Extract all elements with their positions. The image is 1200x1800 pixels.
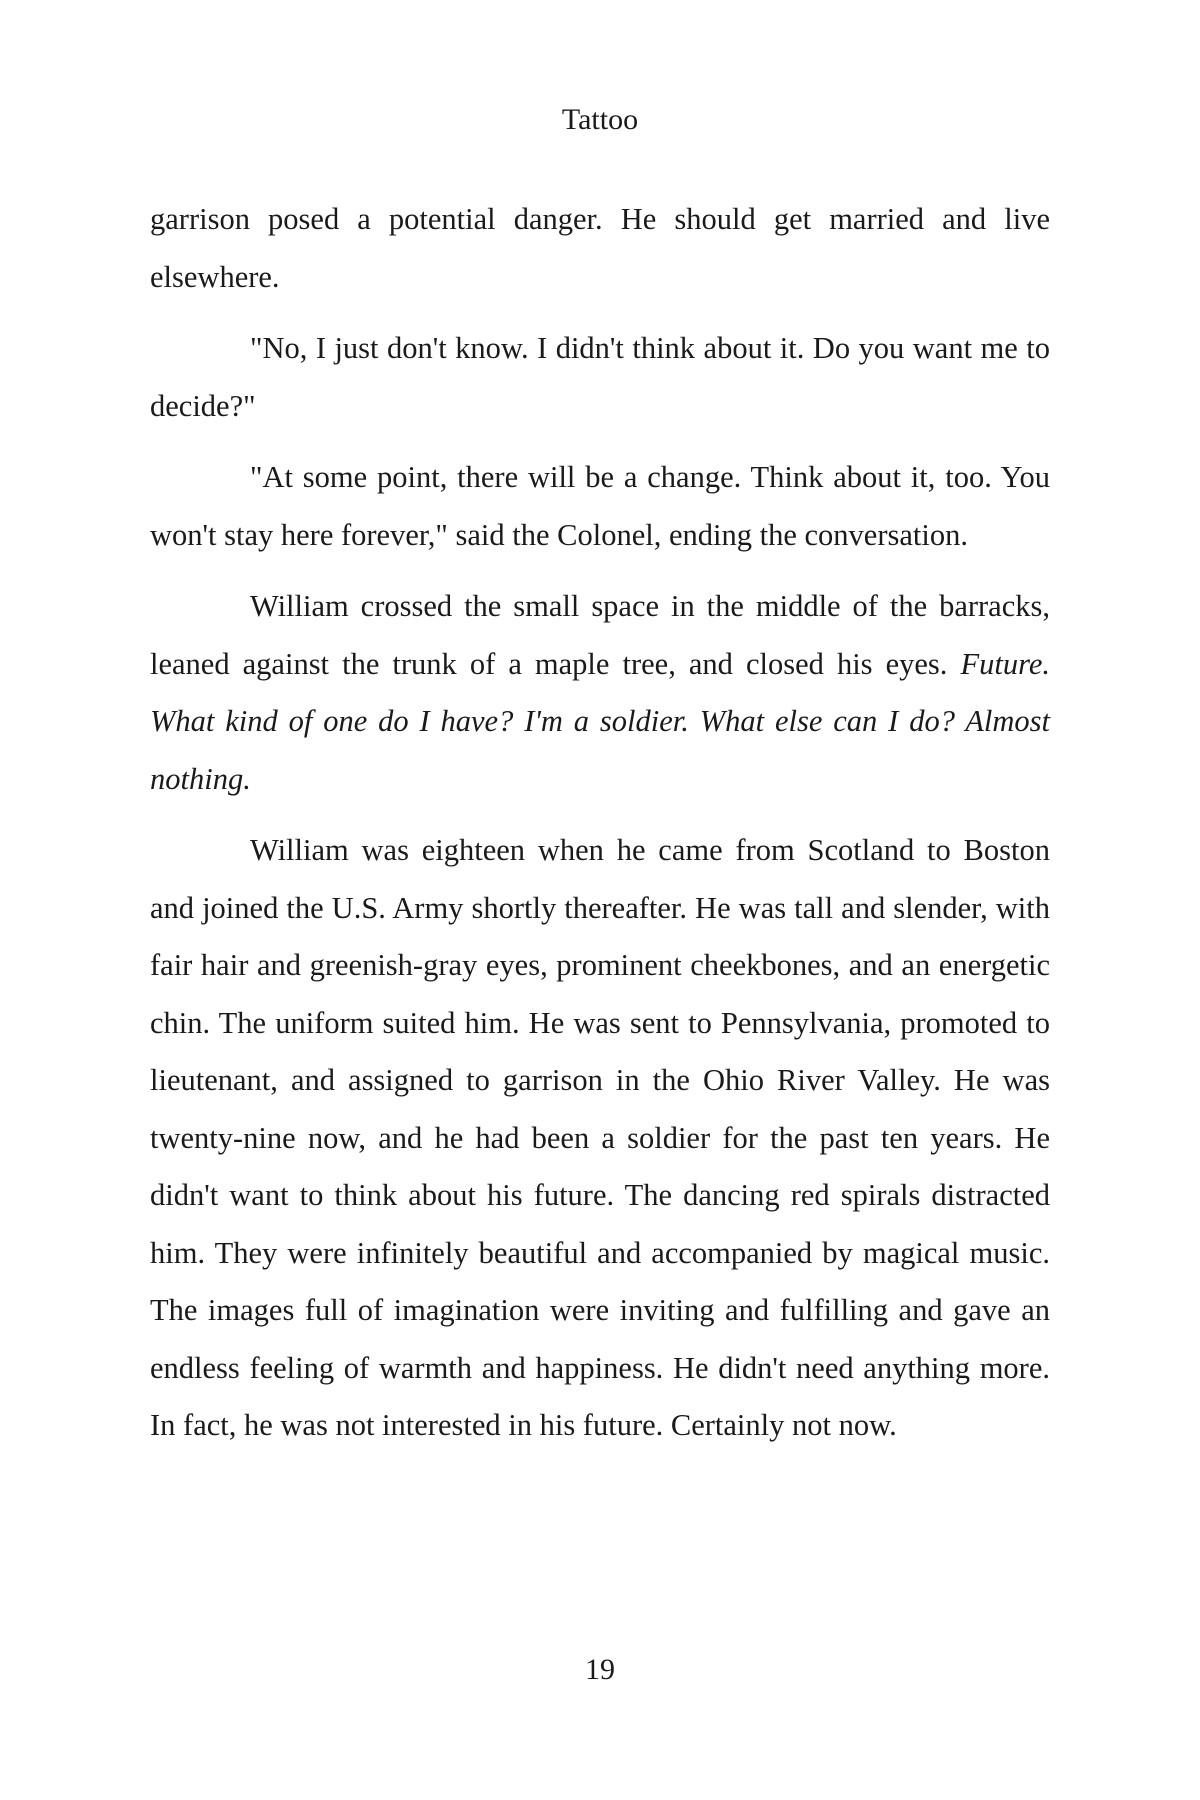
page-number: 19 (585, 1653, 615, 1686)
paragraph-dialogue-william: "No, I just don't know. I didn't think about it. Do you want me to decide?" (150, 331, 1050, 423)
paragraph-dialogue-colonel: "At some point, there will be a change. Think about it, too. You won't stay here forever," said the Colonel, ending the conversation. (150, 460, 1050, 552)
paragraph-william-background: William was eighteen when he came from Scotland to Boston and joined the U.S. Army shortly thereafter. He was tall and slender, with fair hair and greenish-gray eyes, prominent cheekbones, and an energetic chin. The uniform suited him. He was sent to Pennsylvania, promoted to lieutenant, and assigned to garrison in the Ohio River Valley. He was twenty-nine now, and he had been a soldier for the past ten years. He didn't want to think about his future. The dancing red spirals distracted him. They were infinitely beautiful and accompanied by magical music. The images full of imagination were inviting and fulfilling and gave an endless feeling of warmth and happiness. He didn't need anything more. In fact, he was not interested in his future. Certainly not now. (150, 833, 1050, 1442)
paragraph-continuation: garrison posed a potential danger. He should get married and live elsewhere. (150, 202, 1050, 294)
body-text (150, 191, 1050, 1469)
paragraph-maple-tree-thought: Future. What kind of one do I have? I'm a soldier. What else can I do? Almost nothing. (150, 646, 1050, 796)
running-head: Tattoo (561, 103, 639, 136)
paragraph-maple-tree (150, 578, 1050, 808)
paragraph-maple-tree-text: William crossed the small space in the middle of the barracks, leaned against the trunk of a maple tree, and closed his eyes. (150, 589, 1050, 681)
